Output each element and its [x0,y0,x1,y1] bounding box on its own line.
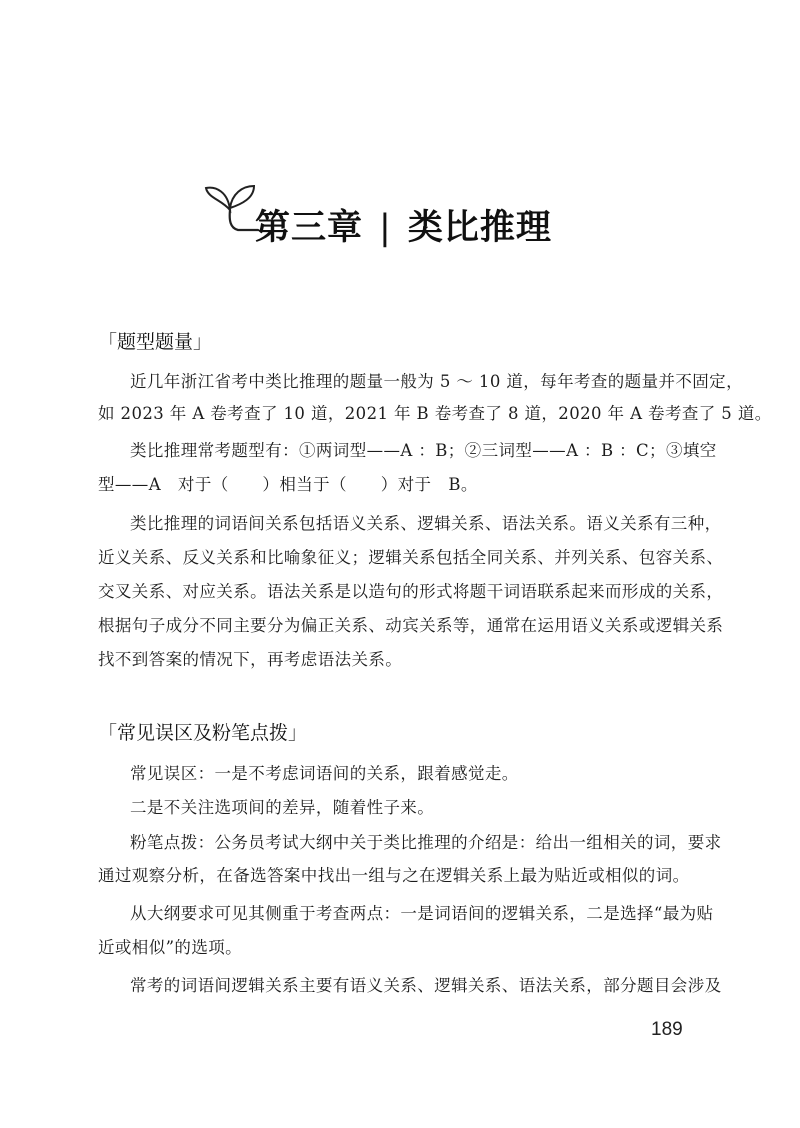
paragraph-line: 根据句子成分不同主要分为偏正关系、动宾关系等，通常在运用语义关系或逻辑关系 [98,616,724,635]
chapter-subtitle: 类比推理 [407,208,552,248]
sprout-icon [200,170,262,240]
bracket-close-icon: 」 [193,331,213,353]
section-heading-misconceptions [98,718,307,745]
title-separator: | [379,208,392,248]
bracket-open-icon: 「 [98,331,118,353]
page-number: 189 [651,1019,683,1040]
paragraph-line: 找不到答案的情况下，再考虑语法关系。 [98,650,403,669]
bracket-close-icon: 」 [288,722,308,744]
section-title: 题型题量 [117,331,194,353]
chapter-heading [200,170,620,260]
paragraph-line: 交叉关系、对应关系。语法关系是以造句的形式将题干词语联系起来而形成的关系， [98,582,724,601]
paragraph-line: 二是不关注选项间的差异，随着性子来。 [130,798,435,817]
paragraph-line: 粉笔点拨：公务员考试大纲中关于类比推理的介绍是：给出一组相关的词，要求 [130,833,722,852]
paragraph-line: 近义关系、反义关系和比喻象征义；逻辑关系包括全同关系、并列关系、包容关系、 [98,548,724,567]
chapter-number: 第三章 [255,208,364,248]
paragraph-line: 近或相似”的选项。 [98,938,243,957]
section-heading-question-types [98,327,212,354]
paragraph-line: 常考的词语间逻辑关系主要有语义关系、逻辑关系、语法关系，部分题目会涉及 [130,976,722,995]
paragraph-line: 从大纲要求可见其侧重于考查两点：一是词语间的逻辑关系，二是选择“最为贴 [130,904,714,923]
paragraph-line: 如 2023 年 A 卷考查了 10 道，2021 年 B 卷考查了 8 道，2020 年 A 卷考查了 5 道。 [98,404,772,423]
paragraph-line: 类比推理的词语间关系包括语义关系、逻辑关系、语法关系。语义关系有三种， [130,514,722,533]
paragraph-line: 近几年浙江省考中类比推理的题量一般为 5 ～ 10 道，每年考查的题量并不固定， [130,372,743,391]
paragraph-line: 常见误区：一是不考虑词语间的关系，跟着感觉走。 [130,764,519,783]
section-title: 常见误区及粉笔点拨 [117,722,289,744]
bracket-open-icon: 「 [98,722,118,744]
paragraph-line: 通过观察分析，在备选答案中找出一组与之在逻辑关系上最为贴近或相似的词。 [98,866,690,885]
paragraph-line: 型——A 对于（ ）相当于（ ）对于 B。 [98,475,478,494]
chapter-title [255,200,552,250]
paragraph-line: 类比推理常考题型有：①两词型——A ：B；②三词型——A ：B ：C；③填空 [130,441,717,460]
